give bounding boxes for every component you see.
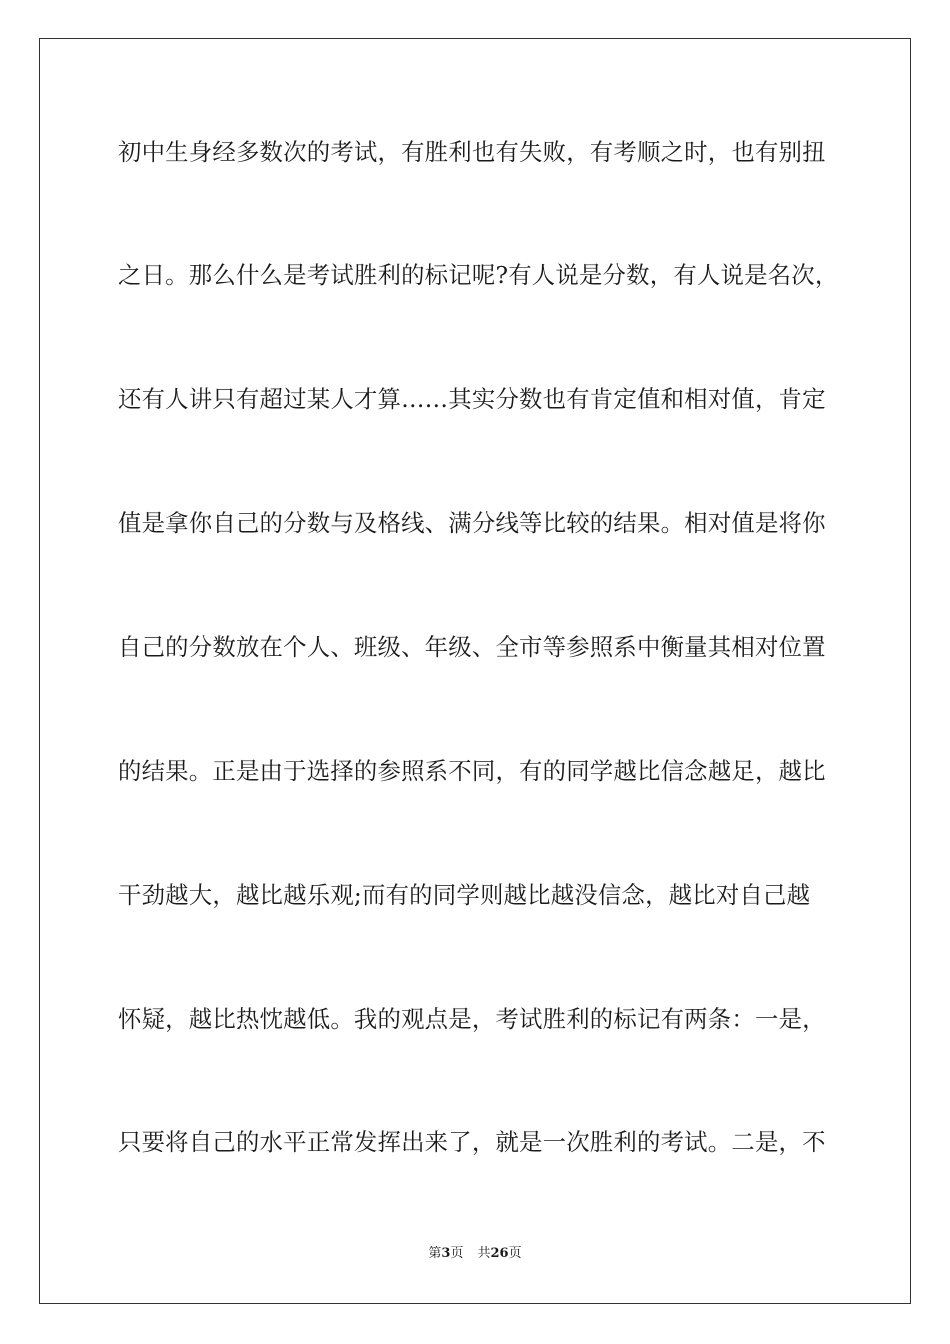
total-prefix: 共: [477, 1246, 491, 1261]
text-line: 干劲越大，越比越乐观;而有的同学则越比越没信念，越比对自己越: [118, 881, 811, 909]
page-prefix: 第: [428, 1246, 442, 1261]
page-suffix: 页: [450, 1246, 464, 1261]
total-pages: 26: [490, 1246, 509, 1261]
text-line: 还有人讲只有超过某人才算……其实分数也有肯定值和相对值，肯定: [118, 385, 826, 413]
text-line: 的结果。正是由于选择的参照系不同，有的同学越比信念越足，越比: [118, 757, 826, 785]
page-number: 3: [441, 1246, 451, 1261]
page-footer: [0, 1245, 950, 1263]
text-line: 怀疑，越比热忱越低。我的观点是，考试胜利的标记有两条：一是，: [118, 1005, 826, 1033]
text-line: 自己的分数放在个人、班级、年级、全市等参照系中衡量其相对位置: [118, 633, 826, 661]
page-border: [39, 38, 911, 1304]
text-line: 值是拿你自己的分数与及格线、满分线等比较的结果。相对值是将你: [118, 509, 826, 537]
text-line: 初中生身经多数次的考试，有胜利也有失败，有考顺之时，也有别扭: [118, 138, 826, 166]
total-suffix: 页: [508, 1246, 522, 1261]
text-line: 之日。那么什么是考试胜利的标记呢?有人说是分数，有人说是名次，: [118, 261, 839, 289]
text-line: 只要将自己的水平正常发挥出来了，就是一次胜利的考试。二是，不: [118, 1128, 826, 1156]
